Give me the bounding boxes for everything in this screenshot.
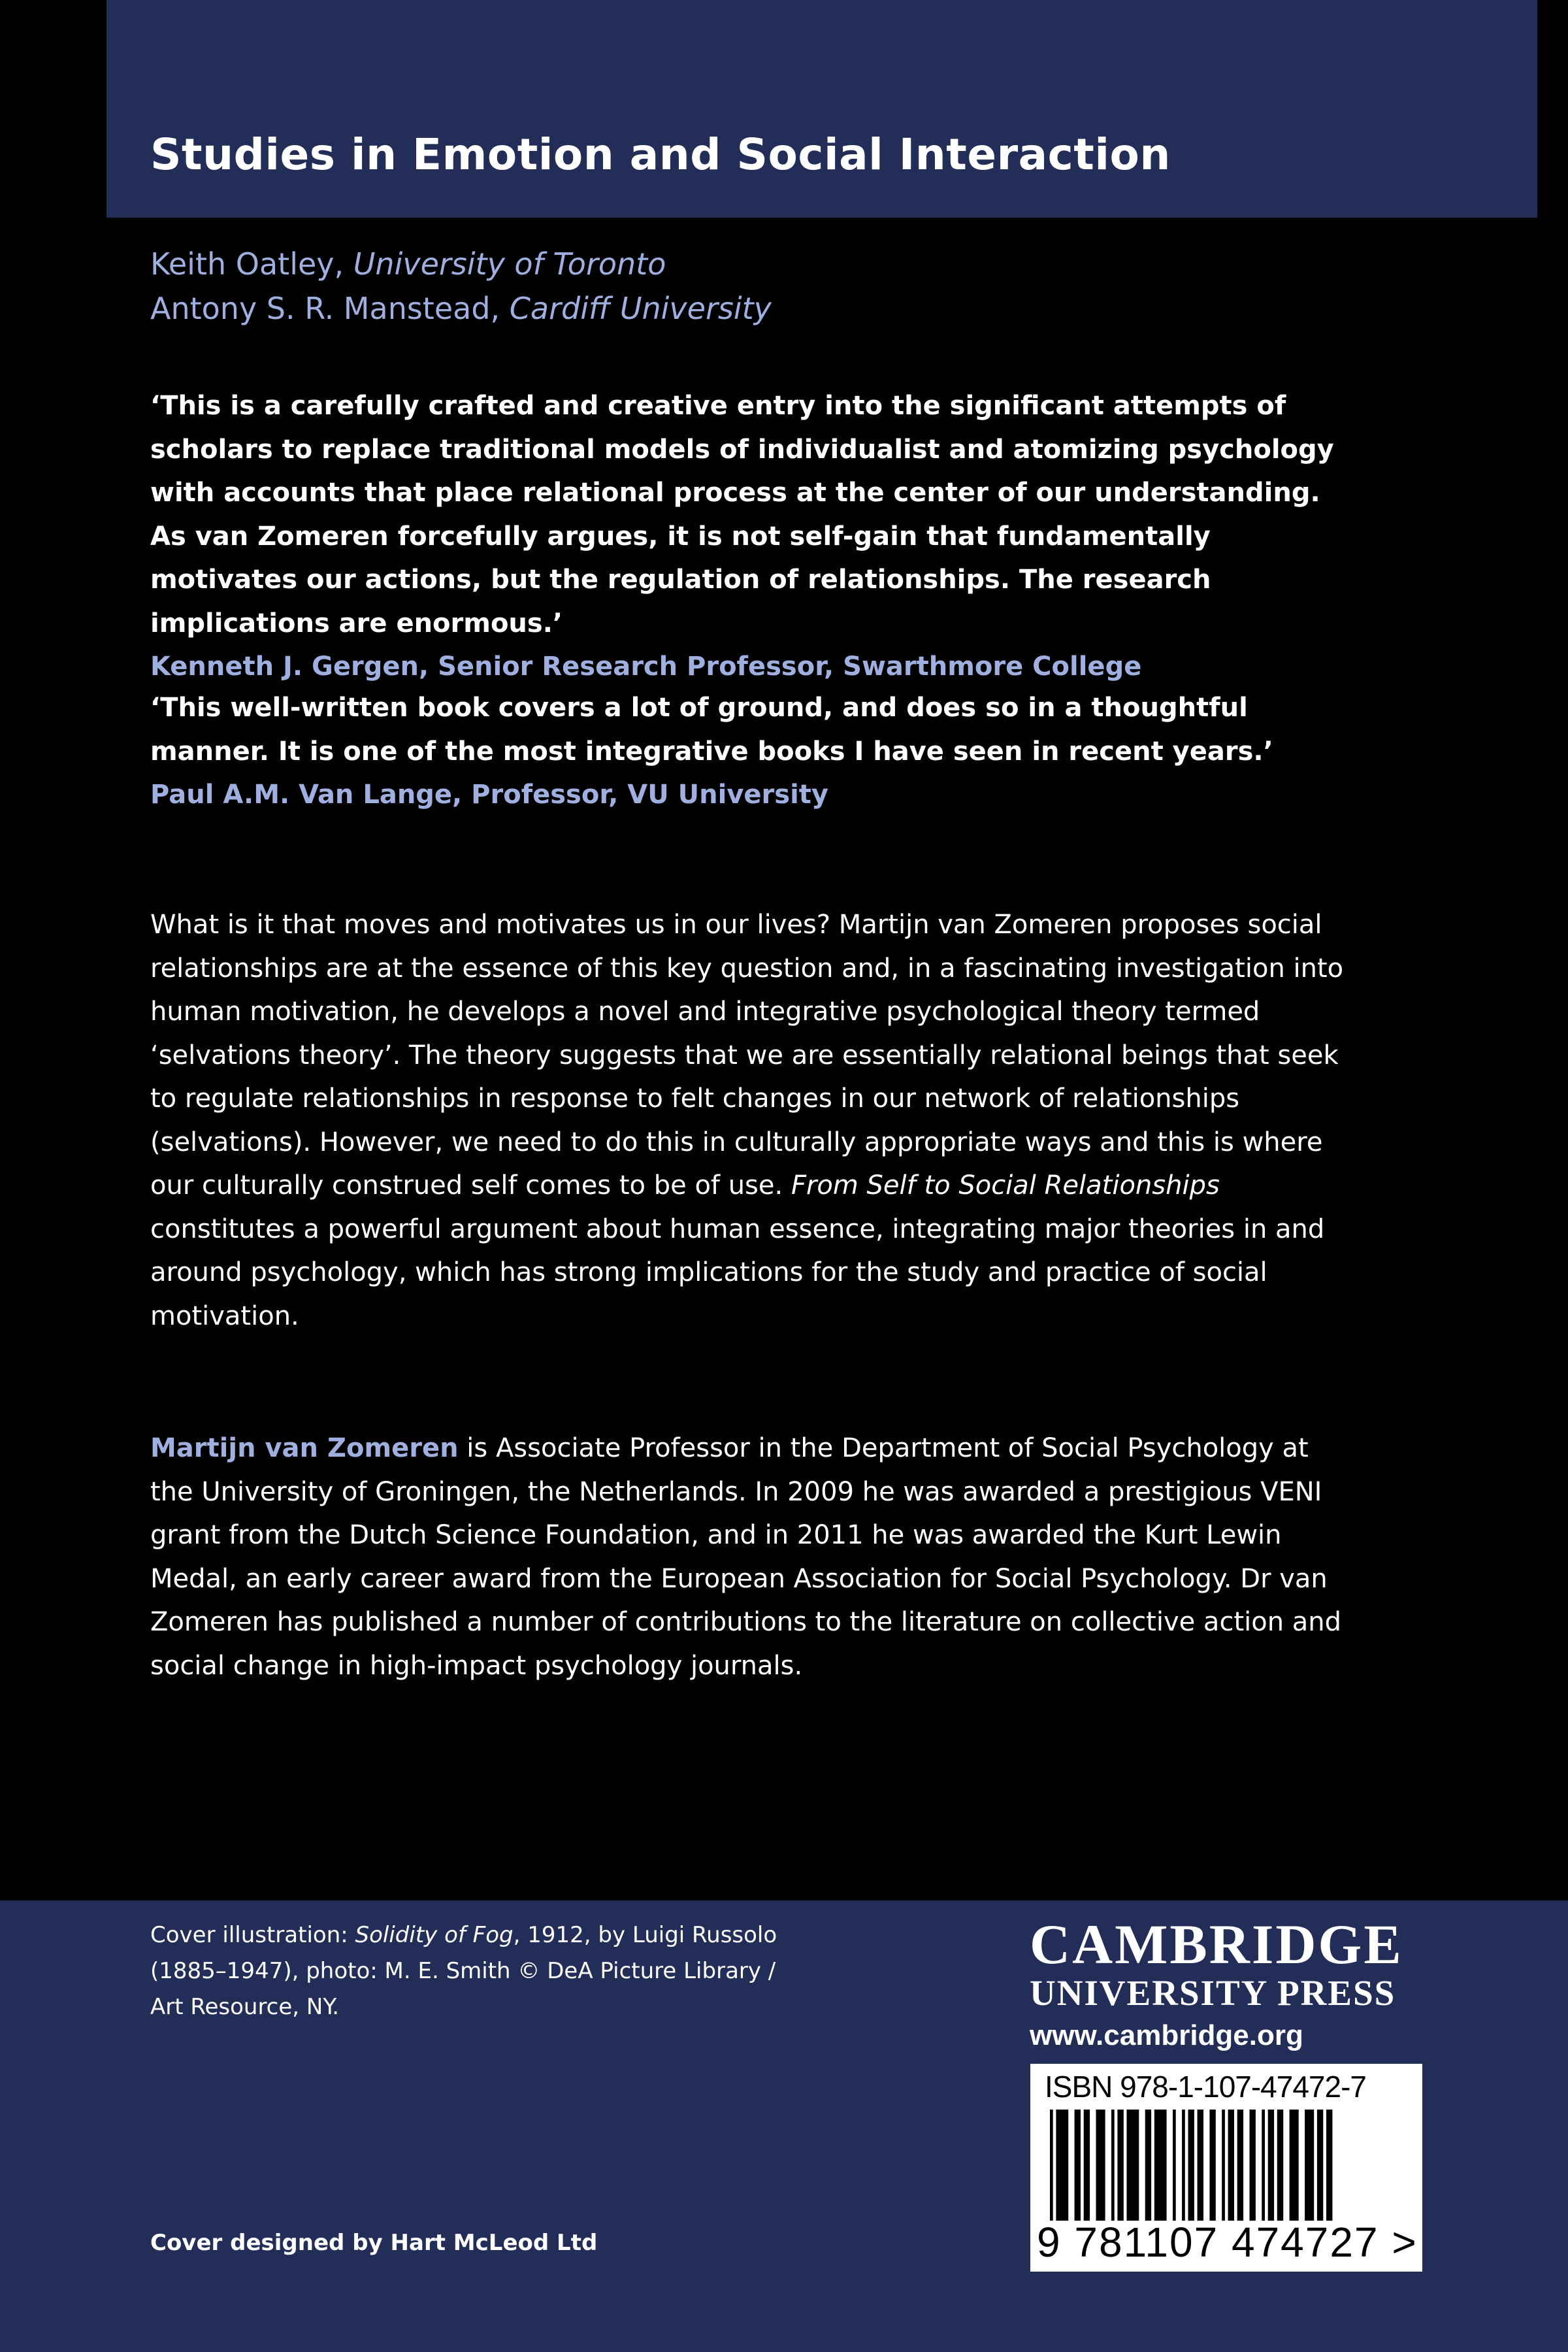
barcode-bar: [1262, 2110, 1265, 2221]
barcode-bar: [1145, 2110, 1151, 2221]
description-text: What is it that moves and motivates us in our lives? Martijn van Zomeren proposes social relationships are at the essence of this key question and, in a fascinating investigation into human motivation, he develops a novel and integrative psychological theory termed ‘selvations theory’. The theory suggests that we are essentially relational beings that seek to regulate relationships in response to felt changes in our network of relationships (selvations). However, we need to do this in culturally appropriate ways and this is where our culturally construed self comes to be of use.: [150, 910, 1344, 1201]
series-editors: [150, 242, 772, 331]
barcode-bar: [1228, 2110, 1234, 2221]
barcode-bar: [1127, 2110, 1139, 2221]
cover-illustration-credit: [150, 1917, 804, 2025]
publisher-subname: UNIVERSITY PRESS: [1030, 1973, 1396, 2013]
barcode-bar: [1209, 2110, 1215, 2221]
barcode-bar: [1277, 2110, 1283, 2221]
barcode-bar: [1117, 2110, 1123, 2221]
credit-prefix: Cover illustration:: [150, 1922, 355, 1948]
endorsement-quote: ‘This well-written book covers a lot of ground, and does so in a thoughtful manner. It is one of the most integrative books I have seen in recent years.’: [150, 693, 1273, 767]
barcode-bar: [1096, 2110, 1105, 2221]
barcode-bar: [1084, 2110, 1090, 2221]
barcode-bar: [1050, 2110, 1053, 2221]
editor-affiliation: University of Toronto: [353, 246, 666, 282]
barcode-bar: [1173, 2110, 1176, 2221]
barcode-bar: [1188, 2110, 1194, 2221]
publisher-url: www.cambridge.org: [1030, 2019, 1303, 2051]
barcode-digits: 9 781107 474727 >: [1037, 2219, 1418, 2266]
endorsement-2: [150, 686, 1359, 817]
barcode-bar: [1182, 2110, 1185, 2221]
endorsement-attribution: Kenneth J. Gergen, Senior Research Professor, Swarthmore College: [150, 652, 1142, 682]
barcode-bar: [1268, 2110, 1274, 2221]
editor-name: Keith Oatley: [150, 246, 335, 282]
book-title: From Self to Social Relationships: [791, 1170, 1220, 1201]
barcode-bar: [1326, 2110, 1332, 2221]
description-text-end: constitutes a powerful argument about human essence, integrating major theories in and around psychology, which has strong implications for the study and practice of social motivation.: [150, 1214, 1325, 1331]
publisher-logo: [1030, 1915, 1422, 2059]
endorsement-attribution: Paul A.M. Van Lange, Professor, VU University: [150, 780, 828, 810]
barcode-bar: [1222, 2110, 1225, 2221]
isbn-label: ISBN 978-1-107-47472-7: [1045, 2070, 1366, 2104]
barcode-bar: [1198, 2110, 1203, 2221]
barcode-bar: [1290, 2110, 1299, 2221]
editor-line: [150, 286, 772, 331]
author-bio-text: is Associate Professor in the Department of Social Psychology at the University of Groningen, the Netherlands. In 2009 he was awarded a prestigious VENI grant from the Dutch Science Foundation, and in 2011 he was awarded the Kurt Lewin Medal, an early career award from the European Association for Social Psychology. Dr van Zomeren has published a number of contributions to the literature on collective action and social change in high-impact psychology journals.: [150, 1433, 1342, 1681]
barcode-bar: [1250, 2110, 1256, 2221]
editor-separator: ,: [490, 291, 510, 326]
top-series-band: [106, 0, 1537, 218]
barcode-bar: [1075, 2110, 1081, 2221]
publisher-name: CAMBRIDGE: [1030, 1913, 1403, 1976]
barcode-bar: [1305, 2110, 1314, 2221]
barcode-bar: [1317, 2110, 1323, 2221]
isbn-barcode: [1030, 2064, 1422, 2272]
barcode-bar: [1154, 2110, 1167, 2221]
barcode-bar: [1237, 2110, 1243, 2221]
book-description: [150, 903, 1359, 1338]
editor-affiliation: Cardiff University: [509, 291, 772, 326]
endorsement-quote: ‘This is a carefully crafted and creative entry into the significant attempts of scholars to replace traditional models of individualist and atomizing psychology with accounts that place relational process at the center of our understanding. As van Zomeren forcefully argues, it is not self-gain that fundamentally motivates our actions, but the regulation of relationships. The research implications are enormous.’: [150, 391, 1334, 638]
barcode-bar: [1056, 2110, 1068, 2221]
artwork-title: Solidity of Fog: [355, 1922, 514, 1948]
author-name: Martijn van Zomeren: [150, 1433, 459, 1463]
editor-separator: ,: [334, 246, 353, 282]
author-bio: [150, 1427, 1359, 1687]
barcode-bar: [1111, 2110, 1115, 2221]
credit-suffix: , 1912, by Luigi Russolo (1885–1947), photo: M. E. Smith © DeA Picture Library / Art Resource, NY.: [150, 1922, 777, 2020]
editor-line: [150, 242, 772, 286]
endorsement-1: [150, 384, 1359, 689]
cover-designer-credit: Cover designed by Hart McLeod Ltd: [150, 2230, 598, 2256]
series-title: Studies in Emotion and Social Interaction: [150, 129, 1171, 180]
editor-name: Antony S. R. Manstead: [150, 291, 491, 326]
barcode-bars: [1050, 2110, 1357, 2221]
